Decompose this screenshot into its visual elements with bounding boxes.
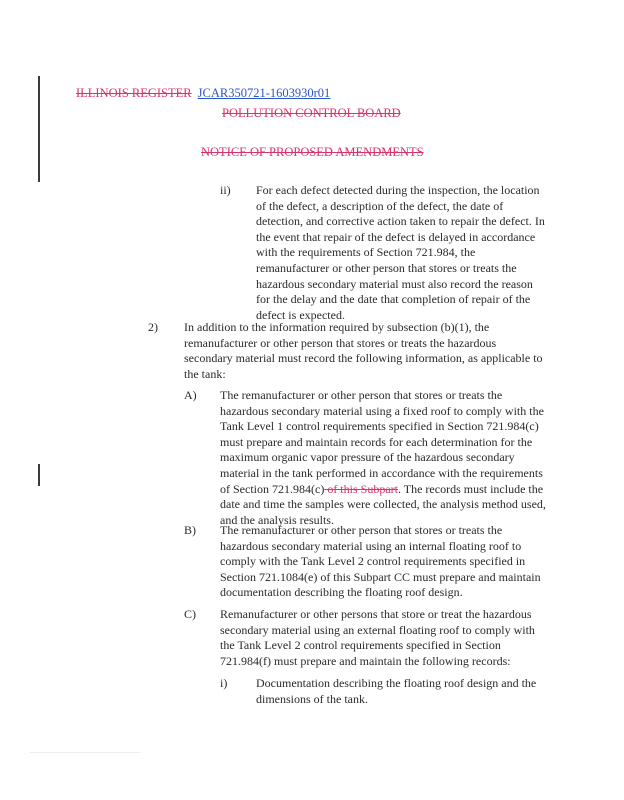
item-2-label: 2) (148, 320, 158, 334)
footer-rule (30, 752, 140, 753)
item-a-text-after: . The records must include the date and time the samples were collected, the analysis method used, and the analysis results. (220, 481, 546, 527)
item-b-text: The remanufacturer or other person that stores or treats the hazardous secondary material using an internal floating roof to comply with the Tank Level 2 control requirements specified in Section 721.1084(e) of this Subpart CC must prepare and maintain documentation describing the floating roof design. (220, 523, 541, 600)
item-a-text (220, 388, 546, 528)
item-ii-text: For each defect detected during the inspection, the location of the defect, a description of the defect, the date of detection, and corrective action taken to repair the defect. In the event that repair of the defect is delayed in accordance with the requirements of Section 721.984, the remanufacturer or other person that stores or treats the hazardous secondary material must also record the reason for the delay and the date that completion of repair of the defect is expected. (256, 183, 545, 322)
item-ii-label: ii) (220, 183, 231, 197)
item-c-text: Remanufacturer or other persons that store or treat the hazardous secondary material using an external floating roof to comply with the Tank Level 2 control requirements specified in Section 721.984(f) must prepare and maintain the following records: (220, 607, 535, 668)
register-header (76, 86, 330, 101)
item-c-label: C) (184, 607, 196, 621)
item-2-text: In addition to the information required by subsection (b)(1), the remanufacturer or other person that stores or treats the hazardous secondary material must record the following information, as applicable to the tank: (184, 320, 543, 381)
revision-bar-top (38, 76, 40, 182)
item-a-deleted-text: of this Subpart (324, 481, 398, 496)
jcar-code: JCAR350721-1603930r01 (197, 86, 331, 100)
board-title: POLLUTION CONTROL BOARD (222, 106, 401, 120)
item-a-label: A) (184, 388, 197, 402)
register-title: ILLINOIS REGISTER (76, 86, 192, 100)
item-b-label: B) (184, 523, 196, 537)
notice-title: NOTICE OF PROPOSED AMENDMENTS (201, 145, 424, 159)
revision-bar-middle (38, 464, 40, 486)
item-i-label: i) (220, 676, 228, 690)
item-i-text: Documentation describing the floating roof design and the dimensions of the tank. (256, 676, 537, 706)
item-a-text-before: The remanufacturer or other person that stores or treats the hazardous secondary material using a fixed roof to comply with the Tank Level 1 control requirements specified in Section 721.984(c) must prepare and maintain records for each determination for the maximum organic vapor pressure of the hazardous secondary material in the tank performed in accordance with the requirements of Section 721.984(c) (220, 388, 544, 496)
